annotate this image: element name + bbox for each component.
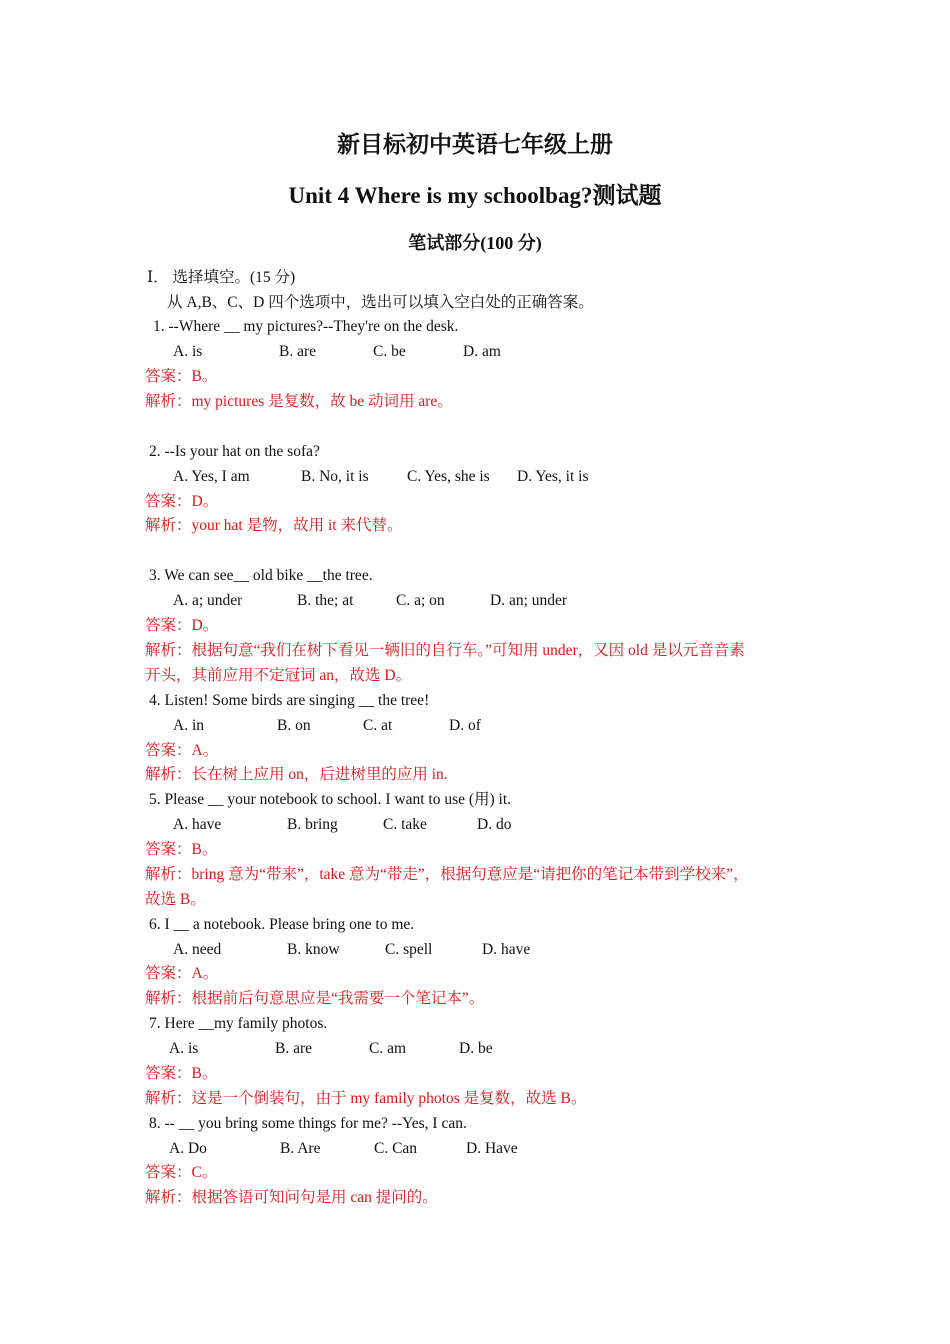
option: B. on bbox=[277, 717, 311, 734]
option: C. Can bbox=[374, 1140, 418, 1157]
option: C. a; on bbox=[396, 592, 445, 609]
option: D. of bbox=[449, 717, 481, 734]
answer-text: 答案：C。 bbox=[145, 1164, 218, 1181]
question-stem: 5. Please __ your notebook to school. I want to use (用) it. bbox=[149, 791, 512, 808]
option: B. No, it is bbox=[301, 468, 369, 485]
option: C. am bbox=[369, 1040, 407, 1057]
answer-text: 答案：B。 bbox=[145, 841, 218, 858]
option: C. spell bbox=[385, 941, 433, 958]
option: C. Yes, she is bbox=[407, 468, 490, 485]
answer-text: 答案：B。 bbox=[145, 1065, 218, 1082]
answer-text: 答案：D。 bbox=[145, 617, 219, 634]
option: B. the; at bbox=[297, 592, 354, 609]
analysis-text: 解析：这是一个倒装句，由于 my family photos 是复数，故选 B。 bbox=[145, 1090, 587, 1107]
option: D. do bbox=[477, 816, 512, 833]
option: C. at bbox=[363, 717, 393, 734]
question-stem: 2. --Is your hat on the sofa? bbox=[149, 443, 320, 460]
part-instruction: 从 A,B、C、D 四个选项中，选出可以填入空白处的正确答案。 bbox=[167, 294, 594, 311]
analysis-text-cont: 故选 B。 bbox=[145, 891, 206, 908]
section-title: 笔试部分(100 分) bbox=[408, 233, 542, 253]
option: A. is bbox=[169, 1040, 199, 1057]
analysis-text: 解析：my pictures 是复数，故 be 动词用 are。 bbox=[145, 393, 453, 410]
option: A. Do bbox=[169, 1140, 207, 1157]
option: B. are bbox=[279, 343, 317, 360]
answer-text: 答案：A。 bbox=[145, 742, 219, 759]
part-heading: Ⅰ． 选择填空。(15 分) bbox=[147, 269, 296, 286]
analysis-text: 解析：长在树上应用 on，后进树里的应用 in. bbox=[145, 766, 448, 783]
option: A. have bbox=[173, 816, 222, 833]
analysis-text: 解析：your hat 是物，故用 it 来代替。 bbox=[145, 517, 403, 534]
option: A. in bbox=[173, 717, 204, 734]
analysis-text: 解析：根据前后句意思应是“我需要一个笔记本”。 bbox=[145, 990, 485, 1007]
answer-text: 答案：A。 bbox=[145, 965, 219, 982]
option: D. Yes, it is bbox=[517, 468, 589, 485]
option: A. a; under bbox=[173, 592, 243, 609]
option: C. take bbox=[383, 816, 427, 833]
analysis-text-cont: 开头，其前应用不定冠词 an，故选 D。 bbox=[145, 667, 412, 684]
question-stem: 3. We can see__ old bike __the tree. bbox=[149, 567, 373, 584]
option: D. Have bbox=[466, 1140, 518, 1157]
option: D. an; under bbox=[490, 592, 568, 609]
analysis-text: 解析：根据答语可知问句是用 can 提问的。 bbox=[145, 1189, 438, 1206]
option: D. have bbox=[482, 941, 531, 958]
option: B. bring bbox=[287, 816, 338, 833]
option: A. need bbox=[173, 941, 222, 958]
question-stem: 1. --Where __ my pictures?--They're on the desk. bbox=[153, 318, 459, 335]
question-stem: 6. I __ a notebook. Please bring one to me. bbox=[149, 916, 415, 933]
answer-text: 答案：D。 bbox=[145, 493, 219, 510]
question-stem: 4. Listen! Some birds are singing __ the tree! bbox=[149, 692, 430, 709]
option: B. are bbox=[275, 1040, 313, 1057]
question-stem: 8. -- __ you bring some things for me? --Yes, I can. bbox=[149, 1115, 467, 1132]
option: D. am bbox=[463, 343, 501, 360]
option: D. be bbox=[459, 1040, 493, 1057]
doc-title: 新目标初中英语七年级上册 bbox=[337, 132, 613, 157]
question-stem: 7. Here __my family photos. bbox=[149, 1015, 328, 1032]
option: B. know bbox=[287, 941, 340, 958]
answer-text: 答案：B。 bbox=[145, 368, 218, 385]
option: C. be bbox=[373, 343, 406, 360]
option: A. is bbox=[173, 343, 203, 360]
option: A. Yes, I am bbox=[173, 468, 250, 485]
option: B. Are bbox=[280, 1140, 321, 1157]
doc-subtitle: Unit 4 Where is my schoolbag?测试题 bbox=[288, 183, 662, 208]
analysis-text: 解析：根据句意“我们在树下看见一辆旧的自行车。”可知用 under，又因 old 是以元音音素 bbox=[145, 642, 745, 659]
analysis-text: 解析：bring 意为“带来”，take 意为“带走”，根据句意应是“请把你的笔记本带到学校来”， bbox=[145, 866, 749, 883]
